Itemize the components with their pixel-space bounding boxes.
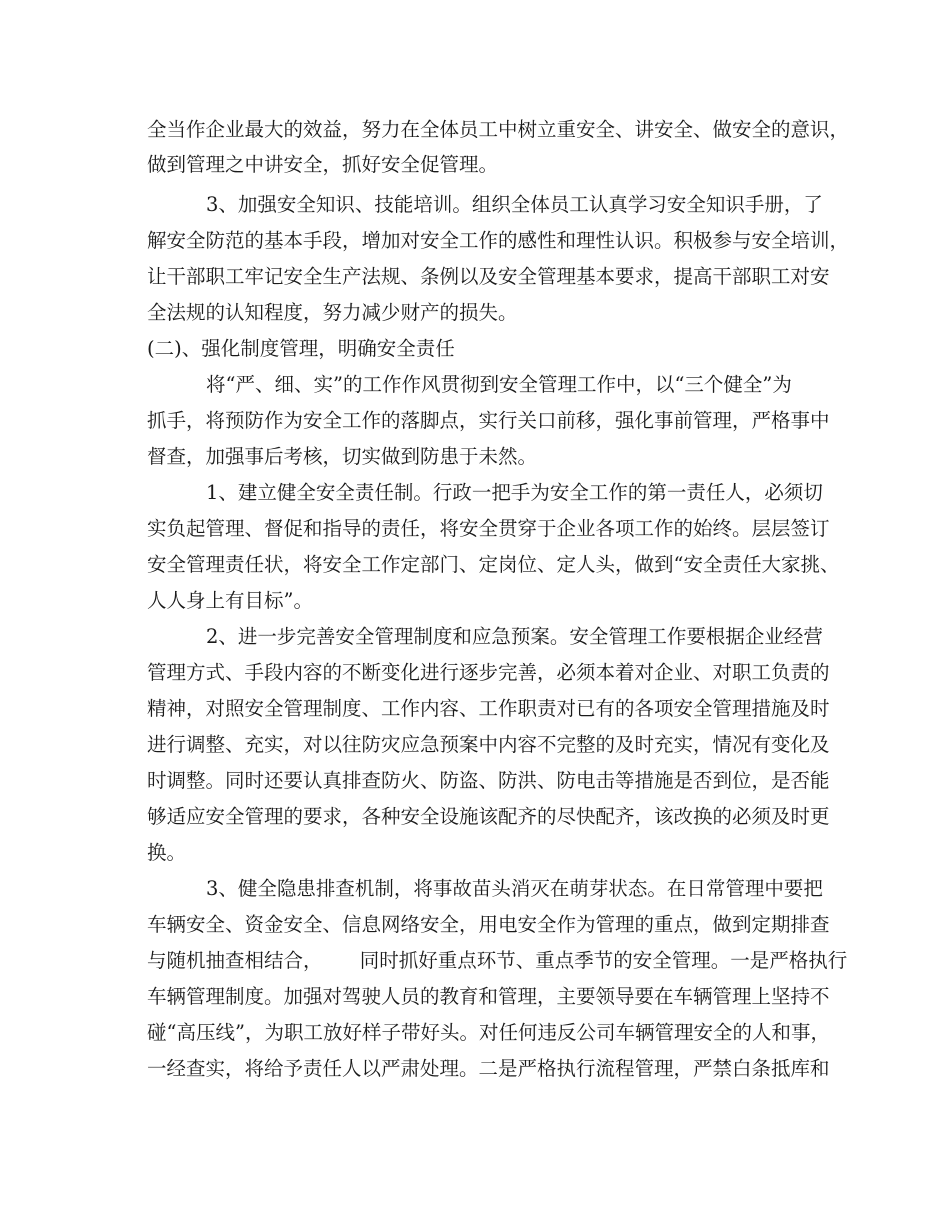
body-line: 实负起管理、督促和指导的责任，将安全贯穿于企业各项工作的始终。层层签订: [147, 517, 830, 540]
body-line: 换。: [147, 841, 187, 864]
section-intro: 将“严、细、实”的工作作风贯彻到安全管理工作中，以“三个健全”为: [206, 373, 792, 396]
body-line: 安全管理责任状，将安全工作定部门、定岗位、定人头，做到“安全责任大家挑、: [147, 553, 840, 576]
body-line: 抓手，将预防作为安全工作的落脚点，实行关口前移，强化事前管理，严格事中: [147, 409, 830, 432]
body-line: 督查，加强事后考核，切实做到防患于未然。: [147, 445, 538, 468]
body-line: 车辆管理制度。加强对驾驶人员的教育和管理，主要领导要在车辆管理上坚持不: [147, 985, 830, 1008]
paragraph-item-3-training: 3、加强安全知识、技能培训。组织全体员工认真学习安全知识手册，了: [206, 193, 823, 216]
body-line: 车辆安全、资金安全、信息网络安全，用电安全作为管理的重点，做到定期排查: [147, 913, 830, 936]
body-line: 人人身上有目标”。: [147, 589, 313, 612]
body-line: 时调整。同时还要认真排查防火、防盗、防洪、防电击等措施是否到位，是否能: [147, 769, 830, 792]
body-line: 与随机抽查相结合， 同时抓好重点环节、重点季节的安全管理。一是严格执行: [147, 949, 848, 972]
paragraph-item-1-responsibility: 1、建立健全安全责任制。行政一把手为安全工作的第一责任人，必须切: [206, 481, 823, 504]
body-line: 解安全防范的基本手段，增加对安全工作的感性和理性认识。积极参与安全培训，: [147, 229, 850, 252]
body-line: 进行调整、充实，对以往防灾应急预案中内容不完整的及时充实，情况有变化及: [147, 733, 830, 756]
body-line: 全当作企业最大的效益，努力在全体员工中树立重安全、讲安全、做安全的意识，: [147, 118, 850, 141]
body-line: 管理方式、手段内容的不断变化进行逐步完善，必须本着对企业、对职工负责的: [147, 661, 830, 684]
body-line: 精神，对照安全管理制度、工作内容、工作职责对已有的各项安全管理措施及时: [147, 697, 830, 720]
section-heading-2: (二)、强化制度管理，明确安全责任: [147, 337, 455, 360]
body-line: 碰“高压线”，为职工放好样子带好头。对任何违反公司车辆管理安全的人和事，: [147, 1021, 830, 1044]
paragraph-item-3-hazard-check: 3、健全隐患排查机制，将事故苗头消灭在萌芽状态。在日常管理中要把: [206, 877, 823, 900]
body-line: 做到管理之中讲安全，抓好安全促管理。: [147, 153, 499, 176]
body-line: 一经查实，将给予责任人以严肃处理。二是严格执行流程管理，严禁白条抵库和: [147, 1057, 830, 1080]
body-line: 全法规的认知程度，努力减少财产的损失。: [147, 301, 518, 324]
body-line: 够适应安全管理的要求，各种安全设施该配齐的尽快配齐，该改换的必须及时更: [147, 805, 830, 828]
body-line: 让干部职工牢记安全生产法规、条例以及安全管理基本要求，提高干部职工对安: [147, 265, 830, 288]
paragraph-item-2-regulations: 2、进一步完善安全管理制度和应急预案。安全管理工作要根据企业经营: [206, 625, 823, 648]
